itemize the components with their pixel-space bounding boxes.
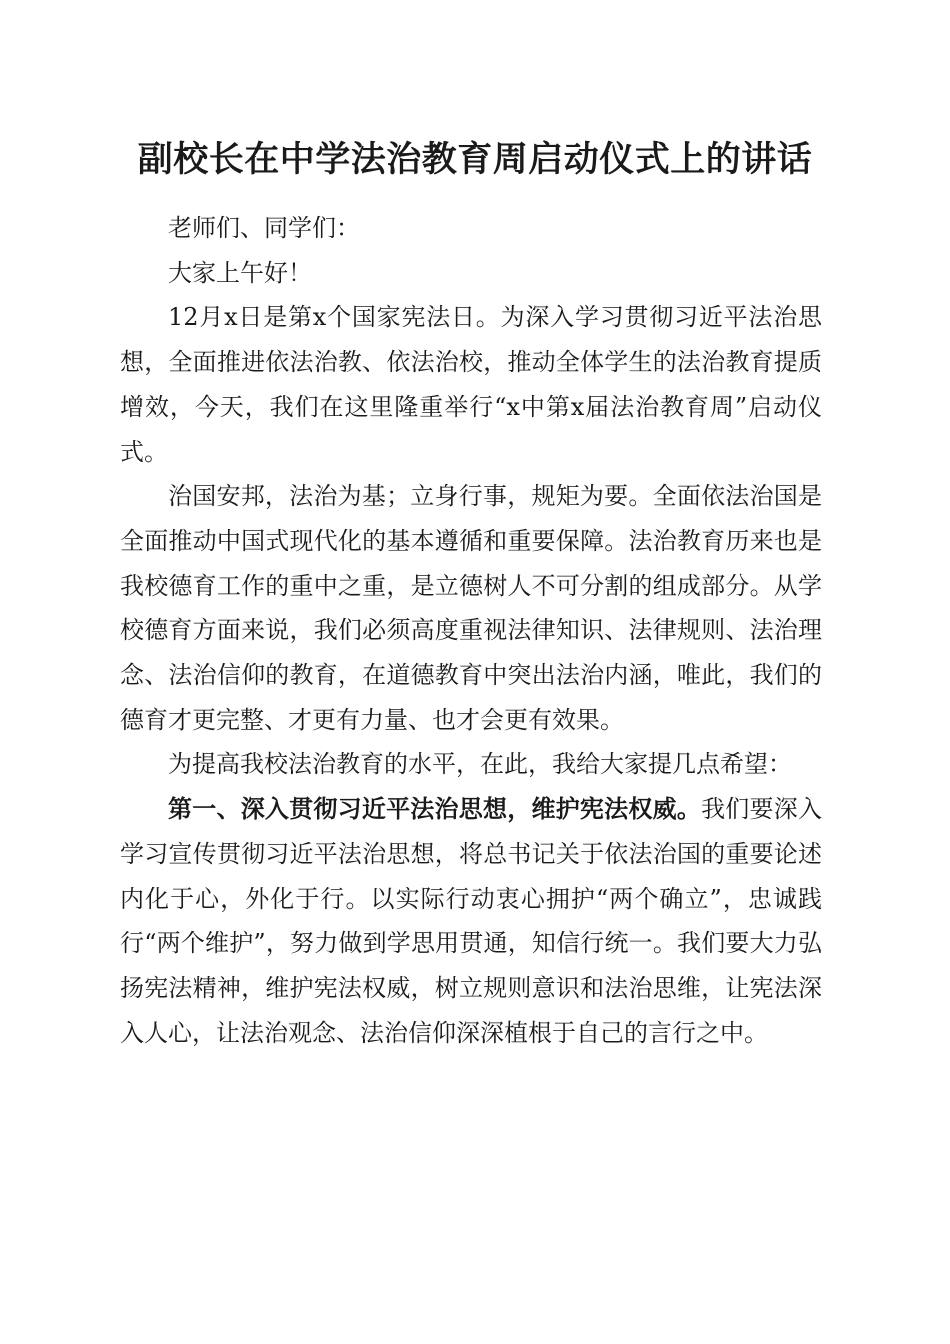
document-body	[120, 206, 822, 1055]
body-paragraph	[120, 295, 822, 474]
body-paragraph	[120, 474, 822, 742]
point-one-paragraph	[120, 787, 822, 1055]
document-title: 副校长在中学法治教育周启动仪式上的讲话	[137, 139, 813, 180]
paragraph-text: 治国安邦，法治为基；立身行事，规矩为要。全面依法治国是全面推动中国式现代化的基本遵循和重要保障。法治教育历来也是我校德育工作的重中之重，是立德树人不可分割的组成部分。从学校德育方面来说，我们必须高度重视法律知识、法律规则、法治理念、法治信仰的教育，在道德教育中突出法治内涵，唯此，我们的德育才更完整、才更有力量、也才会更有效果。	[120, 482, 822, 734]
salutation-paragraph	[120, 251, 822, 296]
paragraph-text: 老师们、同学们：	[168, 214, 360, 242]
greeting-paragraph	[120, 206, 822, 251]
paragraph-text: 12月x日是第x个国家宪法日。为深入学习贯彻习近平法治思想，全面推进依法治教、依法治校，推动全体学生的法治教育提质增效，今天，我们在这里隆重举行“x中第x届法治教育周”启动仪式。	[120, 303, 822, 466]
body-paragraph	[120, 742, 822, 787]
paragraph-text: 为提高我校法治教育的水平，在此，我给大家提几点希望：	[168, 750, 792, 779]
paragraph-text: 我们要深入学习宣传贯彻习近平法治思想，将总书记关于依法治国的重要论述内化于心，外化于行。以实际行动衷心拥护“两个确立”，忠诚践行“两个维护”，努力做到学思用贯通，知信行统一。我们要大力弘扬宪法精神，维护宪法权威，树立规则意识和法治思维，让宪法深入人心，让法治观念、法治信仰深深植根于自己的言行之中。	[120, 795, 823, 1047]
paragraph-text: 大家上午好！	[168, 258, 312, 287]
point-heading: 第一、深入贯彻习近平法治思想，维护宪法权威。	[168, 794, 702, 824]
